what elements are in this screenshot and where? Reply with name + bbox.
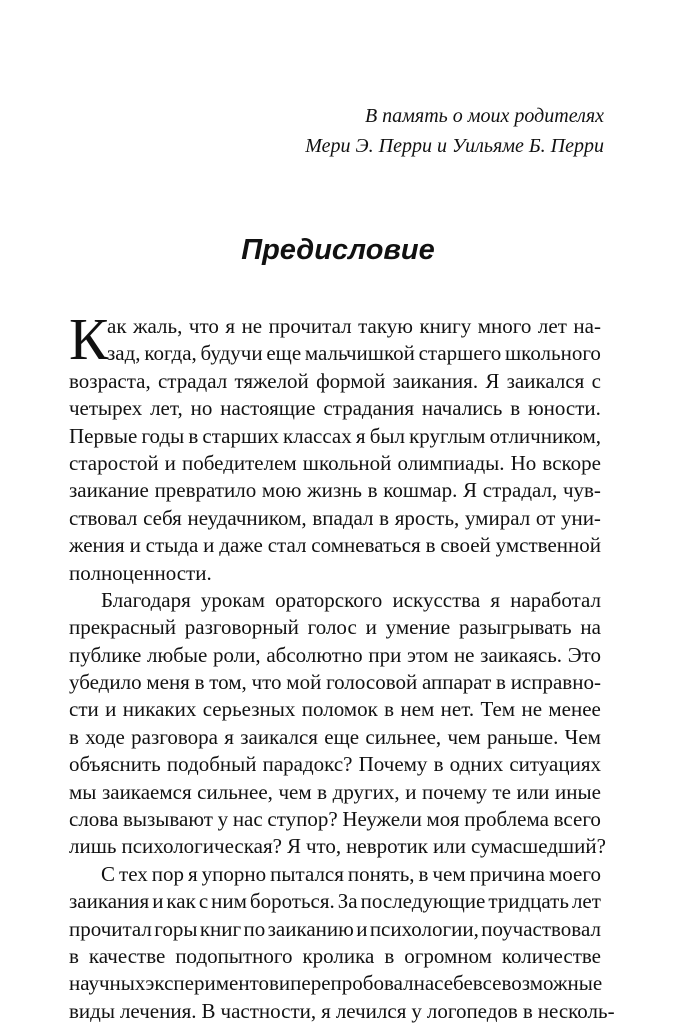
text-line: заикания и как с ним бороться. За последующие тридцать лет bbox=[69, 889, 601, 914]
text-line: С тех пор я упорно пытался понять, в чем причина моего bbox=[101, 861, 601, 886]
text-line: в качестве подопытного кролика в огромном количестве bbox=[69, 943, 601, 968]
text-line: объяснить подобный парадокс? Почему в одних ситуациях bbox=[69, 752, 601, 777]
drop-cap: К bbox=[69, 306, 109, 372]
text-line: полноценности. bbox=[69, 560, 212, 585]
dedication bbox=[184, 101, 604, 161]
text-line: возраста, страдал тяжелой формой заикания. Я заикался с bbox=[69, 368, 601, 393]
text-line: мы заикаемся сильнее, чем в других, и почему те или иные bbox=[69, 779, 601, 804]
dedication-line-1: В память о моих родителях bbox=[364, 105, 604, 127]
text-line: в ходе разговора я заикался еще сильнее, чем раньше. Чем bbox=[69, 724, 601, 749]
text-line: публике любые роли, абсолютно при этом не заикаясь. Это bbox=[69, 642, 601, 667]
text-line: ствовал себя неудачником, впадал в ярость, умирал от уни- bbox=[69, 505, 601, 530]
text-line: прочитал горы книг по заиканию и психологии, поучаствовал bbox=[69, 916, 601, 941]
text-line: четырех лет, но настоящие страдания начались в юности. bbox=[69, 396, 601, 421]
text-line: жения и стыда и даже стал сомневаться в своей умственной bbox=[69, 533, 601, 558]
text-line: виды лечения. В частности, я лечился у логопедов в несколь- bbox=[69, 998, 615, 1023]
text-line: зад, когда, будучи еще мальчишкой старшего школьного bbox=[107, 341, 601, 366]
text-line: лишь психологическая? Я что, невротик или сумасшедший? bbox=[69, 834, 606, 859]
text-line: Первые годы в старших классах я был круглым отличником, bbox=[69, 423, 601, 448]
text-line: убедило меня в том, что мой голосовой аппарат в исправно- bbox=[69, 670, 601, 695]
chapter-title: Предисловие bbox=[241, 234, 435, 266]
text-line: Благодаря урокам ораторского искусства я наработал bbox=[101, 587, 601, 612]
dedication-line-2: Мери Э. Перри и Уильяме Б. Перри bbox=[305, 135, 604, 157]
text-line: сти и никаких серьезных поломок в нем нет. Тем не менее bbox=[69, 697, 601, 722]
text-line: заикание превратило мою жизнь в кошмар. Я страдал, чув- bbox=[69, 478, 601, 503]
text-line: ак жаль, что я не прочитал такую книгу много лет на- bbox=[107, 314, 601, 338]
text-line: научных экспериментов и перепробовал на себе все возможные bbox=[69, 971, 603, 996]
text-line: старостой и победителем школьной олимпиады. Но вскоре bbox=[69, 450, 601, 475]
body-text bbox=[69, 306, 615, 1025]
text-line: прекрасный разговорный голос и умение разыгрывать на bbox=[69, 615, 601, 640]
text-line: слова вызывают у нас ступор? Неужели моя проблема всего bbox=[69, 807, 601, 832]
